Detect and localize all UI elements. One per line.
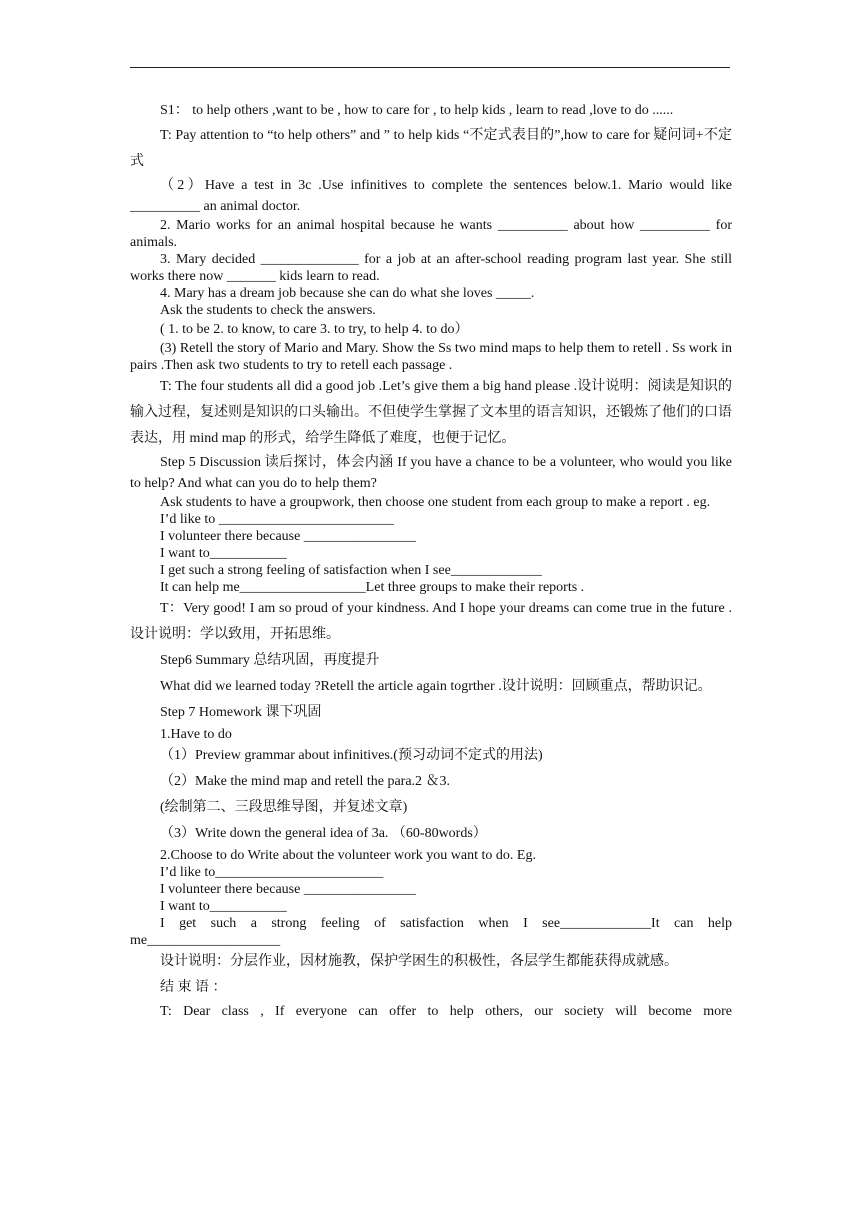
paragraph: S1： to help others ,want to be , how to care for , to help kids , learn to read ,love to do ...... — [160, 103, 674, 118]
list-item: （2）Make the mind map and retell the para.2 ＆3. — [160, 774, 451, 789]
header-rule — [130, 67, 730, 68]
paragraph: T: Dear class , If everyone can offer to help others, our society will become more — [160, 1004, 732, 1019]
paragraph: T: The four students all did a good job .Let’s give them a big hand please .设计说明：阅读是知识的输入过程，复述则是知识的口头输出。不但使学生掌握了文本里的语言知识，还锻炼了他们的口语表达，用 mind map 的形式，给学生降低了难度，也便于记忆。 — [130, 379, 732, 446]
blank-line: I get such a strong feeling of satisfaction when I see_____________It can help me___________________ — [130, 916, 732, 948]
list-item: （3）Write down the general idea of 3a. （60-80words） — [160, 826, 487, 841]
step-6-heading: Step6 Summary 总结巩固，再度提升 — [160, 653, 380, 668]
paragraph: 4. Mary has a dream job because she can do what she loves _____. — [160, 286, 535, 301]
closing-heading: 结 束 语 ： — [160, 980, 227, 995]
list-item: （1）Preview grammar about infinitives.(预习动词不定式的用法) — [160, 748, 543, 763]
blank-line: I volunteer there because ________________ — [160, 529, 416, 544]
paragraph: T：Very good! I am so proud of your kindness. And I hope your dreams can come true in the future . 设计说明：学以致用，开拓思维。 — [130, 601, 732, 642]
blank-line: I get such a strong feeling of satisfaction when I see_____________ — [160, 563, 542, 578]
blank-line: I volunteer there because ________________ — [160, 882, 416, 897]
step-5-heading: Step 5 Discussion 读后探讨，体会内涵 If you have a chance to be a volunteer, who would you like to help? And what can you do to help them? — [130, 455, 732, 491]
paragraph: 3. Mary decided ______________ for a job at an after-school reading program last year. She still works there now _______ kids learn to read. — [130, 252, 732, 284]
blank-line: I want to___________ — [160, 546, 287, 561]
design-note: 设计说明：分层作业，因材施教，保护学困生的积极性，各层学生都能获得成就感。 — [160, 954, 678, 969]
paragraph: Ask the students to check the answers. — [160, 303, 376, 318]
blank-line: I’d like to _________________________ — [160, 512, 394, 527]
paragraph: 2. Mario works for an animal hospital because he wants __________ about how __________ for animals. — [130, 218, 732, 250]
paragraph: (3) Retell the story of Mario and Mary. Show the Ss two mind maps to help them to retell . Ss work in pairs .Then ask two students to try to retell each passage . — [130, 341, 732, 373]
paragraph: T: Pay attention to “to help others” and ” to help kids “不定式表目的”,how to care for 疑问词+不定式 — [130, 128, 732, 169]
list-item: 2.Choose to do Write about the volunteer work you want to do. Eg. — [160, 848, 536, 863]
list-item: (绘制第二、三段思维导图，并复述文章) — [160, 800, 408, 815]
answers-line: ( 1. to be 2. to know, to care 3. to try, to help 4. to do） — [160, 322, 469, 337]
blank-line: It can help me__________________Let three groups to make their reports . — [160, 580, 585, 595]
document-body — [130, 102, 732, 1022]
step-7-heading: Step 7 Homework 课下巩固 — [160, 705, 322, 720]
blank-line: I want to___________ — [160, 899, 287, 914]
list-item: 1.Have to do — [160, 727, 232, 742]
blank-line: I’d like to________________________ — [160, 865, 384, 880]
paragraph: Ask students to have a groupwork, then choose one student from each group to make a report . eg. — [160, 495, 711, 510]
paragraph: （2）Have a test in 3c .Use infinitives to complete the sentences below.1. Mario would like __________ an animal doctor. — [130, 178, 732, 214]
paragraph: What did we learned today ?Retell the article again togrther .设计说明：回顾重点，帮助识记。 — [160, 679, 712, 694]
